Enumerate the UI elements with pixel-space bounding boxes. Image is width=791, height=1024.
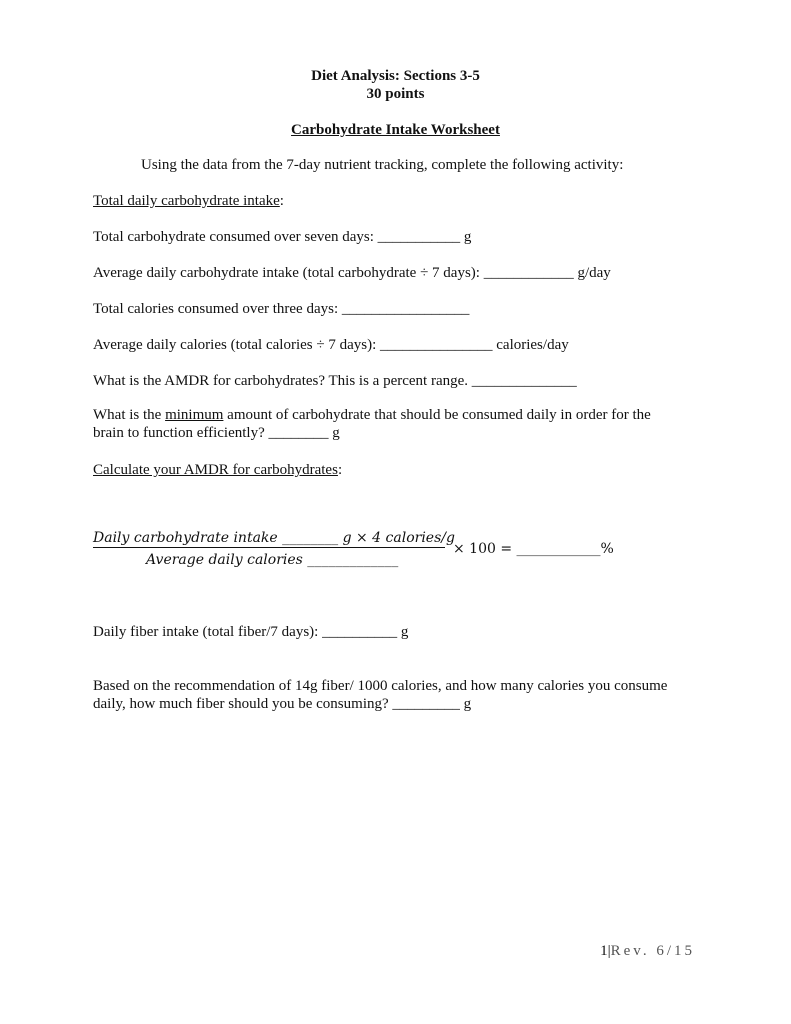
page-footer — [600, 943, 695, 960]
document-title: Diet Analysis: Sections 3-5 — [311, 68, 480, 84]
formula-fraction-line — [93, 547, 445, 548]
revision-label: Rev. 6/15 — [610, 943, 695, 959]
question-total-carbohydrate: Total carbohydrate consumed over seven days: ___________ g — [93, 229, 472, 245]
section-heading-amdr — [93, 461, 342, 479]
formula-result: × 100 = ____________% — [453, 541, 614, 557]
section-heading-total — [93, 192, 284, 210]
question-minimum-pre: What is the — [93, 407, 166, 423]
section-heading-total-colon: : — [279, 193, 284, 209]
question-average-calories: Average daily calories (total calories ÷ 7 days): _______________ calories/day — [93, 337, 569, 353]
footer-separator: | — [607, 943, 611, 959]
formula-numerator: Daily carbohydrate intake ________ g × 4 calories/g — [93, 530, 455, 546]
question-fiber-recommendation-line2: daily, how much fiber should you be consuming? _________ g — [93, 696, 472, 712]
question-minimum-carbohydrate — [93, 406, 651, 424]
question-fiber-intake: Daily fiber intake (total fiber/7 days): __________ g — [93, 624, 409, 640]
question-minimum-underline: minimum — [165, 407, 224, 423]
question-amdr-range: What is the AMDR for carbohydrates? This is a percent range. ______________ — [93, 373, 577, 389]
question-minimum-line2: brain to function efficiently? ________ g — [93, 425, 340, 441]
worksheet-title: Carbohydrate Intake Worksheet — [291, 122, 500, 138]
intro-text: Using the data from the 7-day nutrient tracking, complete the following activity: — [141, 157, 624, 173]
section-heading-amdr-colon: : — [337, 462, 343, 478]
question-total-calories: Total calories consumed over three days: _________________ — [93, 301, 470, 317]
formula-denominator: Average daily calories _____________ — [146, 552, 399, 568]
question-minimum-post: amount of carbohydrate that should be consumed daily in order for the — [223, 407, 651, 423]
question-average-carbohydrate: Average daily carbohydrate intake (total carbohydrate ÷ 7 days): ____________ g/day — [93, 265, 611, 281]
question-fiber-recommendation: Based on the recommendation of 14g fiber/ 1000 calories, and how many calories you consume — [93, 678, 668, 694]
points-label: 30 points — [366, 86, 425, 102]
section-heading-amdr-text: Calculate your AMDR for carbohydrates — [93, 462, 338, 478]
page-number: 1 — [600, 943, 608, 959]
section-heading-total-text: Total daily carbohydrate intake — [93, 193, 280, 209]
